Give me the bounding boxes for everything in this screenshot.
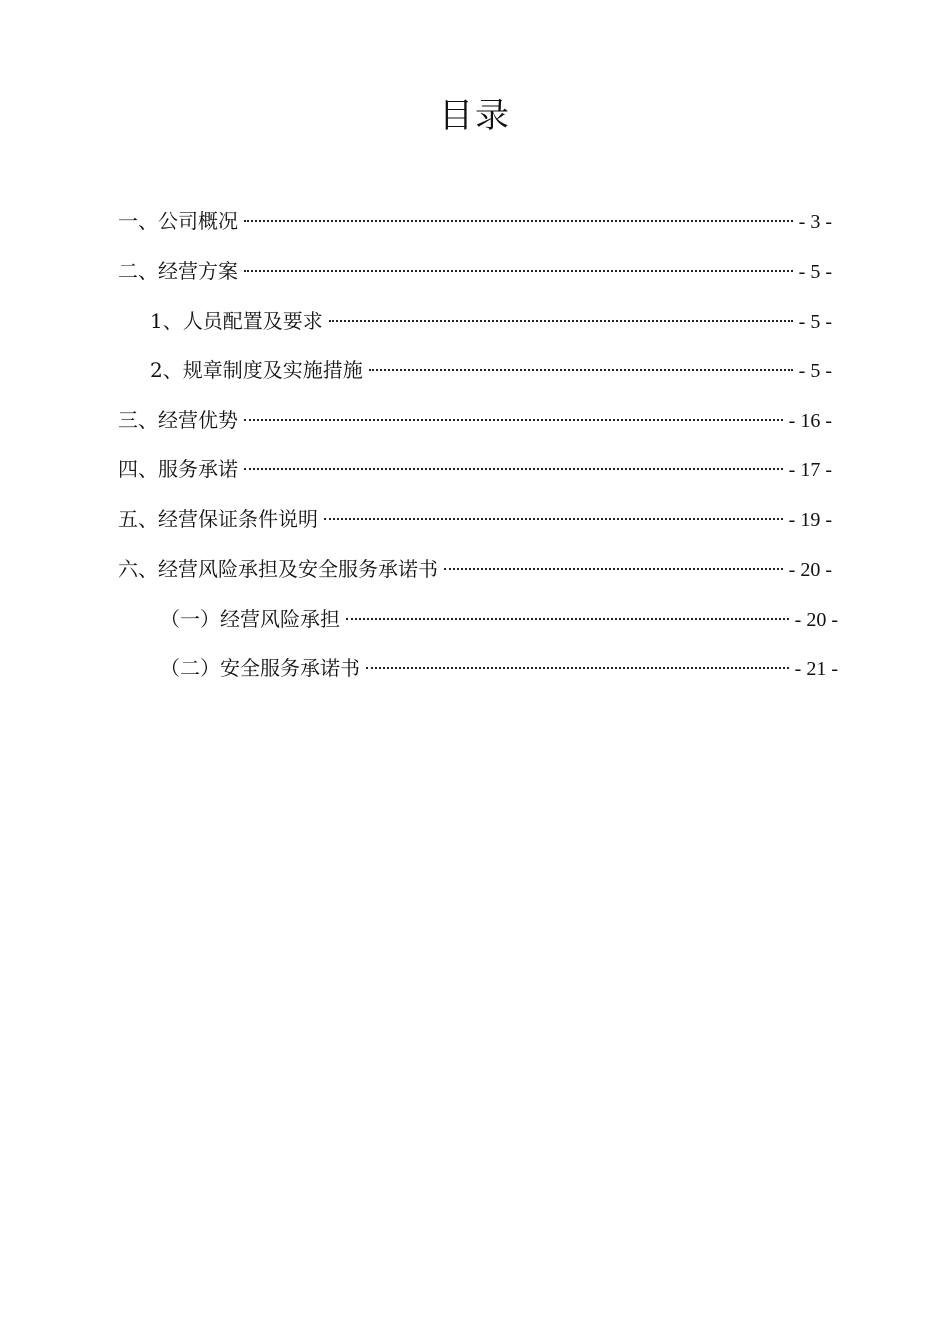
toc-entry-page: - 5 - (798, 261, 832, 283)
toc-entry-label: 四、服务承诺 (118, 457, 238, 481)
dot-leader (244, 466, 783, 470)
toc-entry-label: （二）安全服务承诺书 (160, 656, 360, 680)
toc-entry-label: （一）经营风险承担 (160, 607, 340, 631)
toc-entry-label: 五、经营保证条件说明 (118, 507, 318, 531)
toc-entry-page: - 3 - (798, 211, 832, 233)
toc-entry[interactable] (150, 296, 832, 346)
toc-entry-page: - 19 - (788, 509, 832, 531)
toc-entry-label: 二、经营方案 (118, 259, 238, 283)
toc-entry-label: 六、经营风险承担及安全服务承诺书 (118, 557, 438, 581)
toc-entry-page: - 20 - (794, 609, 838, 631)
toc-entry[interactable] (118, 494, 832, 544)
toc-entry[interactable] (118, 395, 832, 445)
toc-entry-page: - 21 - (794, 658, 838, 680)
toc-entry-page: - 20 - (788, 559, 832, 581)
toc-entry[interactable] (160, 594, 838, 644)
toc-entry-page: - 17 - (788, 459, 832, 481)
toc-entry[interactable] (160, 643, 838, 693)
toc-entry-label: 1、人员配置及要求 (150, 309, 323, 333)
toc-entry[interactable] (118, 246, 832, 296)
toc-entry-label: 三、经营优势 (118, 408, 238, 432)
dot-leader (324, 516, 783, 520)
dot-leader (329, 318, 793, 322)
toc-entry[interactable] (118, 544, 832, 594)
toc-entry-label: 一、公司概况 (118, 209, 238, 233)
toc-entry[interactable] (150, 345, 832, 395)
dot-leader (366, 665, 789, 669)
toc-entry[interactable] (118, 444, 832, 494)
toc-entry[interactable] (118, 196, 832, 246)
dot-leader (244, 417, 783, 421)
dot-leader (244, 218, 793, 222)
dot-leader (346, 616, 789, 620)
toc-title: 目录 (439, 96, 511, 136)
toc-entry-page: - 5 - (798, 360, 832, 382)
dot-leader (244, 268, 793, 272)
toc-entry-page: - 16 - (788, 410, 832, 432)
dot-leader (369, 367, 793, 371)
dot-leader (444, 566, 783, 570)
toc-entry-page: - 5 - (798, 311, 832, 333)
toc-entry-label: 2、规章制度及实施措施 (150, 358, 363, 382)
